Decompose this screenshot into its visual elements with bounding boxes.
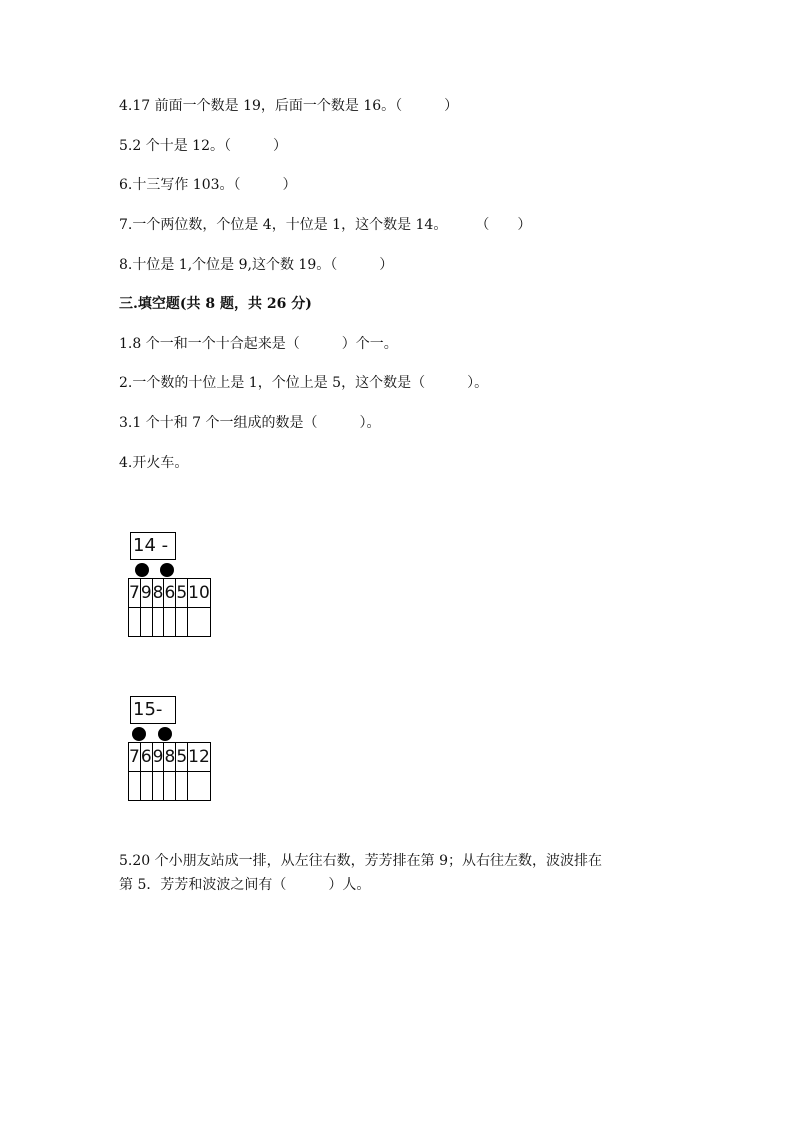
train-car: 5 [176, 743, 188, 772]
answer-cell[interactable] [164, 608, 176, 637]
train-engine: 15- [130, 696, 176, 724]
fill-item-2: 2.一个数的十位上是 1，个位上是 5，这个数是（ ）。 [119, 375, 489, 391]
judgement-item-5: 5.2 个十是 12。（ ） [119, 138, 287, 154]
wheel-icon [135, 563, 149, 577]
train-car: 9 [140, 579, 152, 608]
answer-cell[interactable] [188, 608, 211, 637]
section-three-heading: 三.填空题(共 8 题，共 26 分) [119, 296, 312, 312]
train-car: 7 [129, 743, 141, 772]
train-car: 7 [129, 579, 141, 608]
train-car: 5 [176, 579, 188, 608]
train-answers-row [129, 772, 211, 801]
train-car: 10 [188, 579, 211, 608]
answer-cell[interactable] [152, 608, 164, 637]
fill-item-5-line-1: 5.20 个小朋友站成一排，从左往右数，芳芳排在第 9；从右往左数，波波排在 [119, 853, 602, 869]
judgement-item-4: 4.17 前面一个数是 19，后面一个数是 16。（ ） [119, 98, 459, 114]
fill-item-1: 1.8 个一和一个十合起来是（ ）个一。 [119, 336, 398, 352]
answer-cell[interactable] [176, 608, 188, 637]
answer-cell[interactable] [129, 608, 141, 637]
wheel-icon [132, 727, 146, 741]
answer-cell[interactable] [152, 772, 164, 801]
wheel-icon [158, 727, 172, 741]
answer-cell[interactable] [164, 772, 176, 801]
train-answers-row [129, 608, 211, 637]
train-car: 8 [164, 743, 176, 772]
answer-cell[interactable] [140, 772, 152, 801]
fill-item-3: 3.1 个十和 7 个一组成的数是（ ）。 [119, 415, 381, 431]
train-cars-table [128, 742, 211, 801]
train-cars-row [129, 579, 211, 608]
fill-item-5-line-2: 第 5．芳芳和波波之间有（ ）人。 [119, 877, 371, 893]
judgement-item-6: 6.十三写作 103。（ ） [119, 177, 297, 193]
train-engine: 14 - [130, 532, 176, 560]
train-cars-table [128, 578, 211, 637]
answer-cell[interactable] [129, 772, 141, 801]
answer-cell[interactable] [188, 772, 211, 801]
train-car: 8 [152, 579, 164, 608]
judgement-item-8: 8.十位是 1,个位是 9,这个数 19。（ ） [119, 257, 394, 273]
answer-cell[interactable] [176, 772, 188, 801]
train-car: 12 [188, 743, 211, 772]
train-cars-row [129, 743, 211, 772]
answer-cell[interactable] [140, 608, 152, 637]
train-car: 6 [140, 743, 152, 772]
train-car: 6 [164, 579, 176, 608]
train-car: 9 [152, 743, 164, 772]
fill-item-4: 4.开火车。 [119, 455, 189, 471]
wheel-icon [160, 563, 174, 577]
judgement-item-7: 7.一个两位数，个位是 4，十位是 1，这个数是 14。 （ ） [119, 217, 532, 233]
